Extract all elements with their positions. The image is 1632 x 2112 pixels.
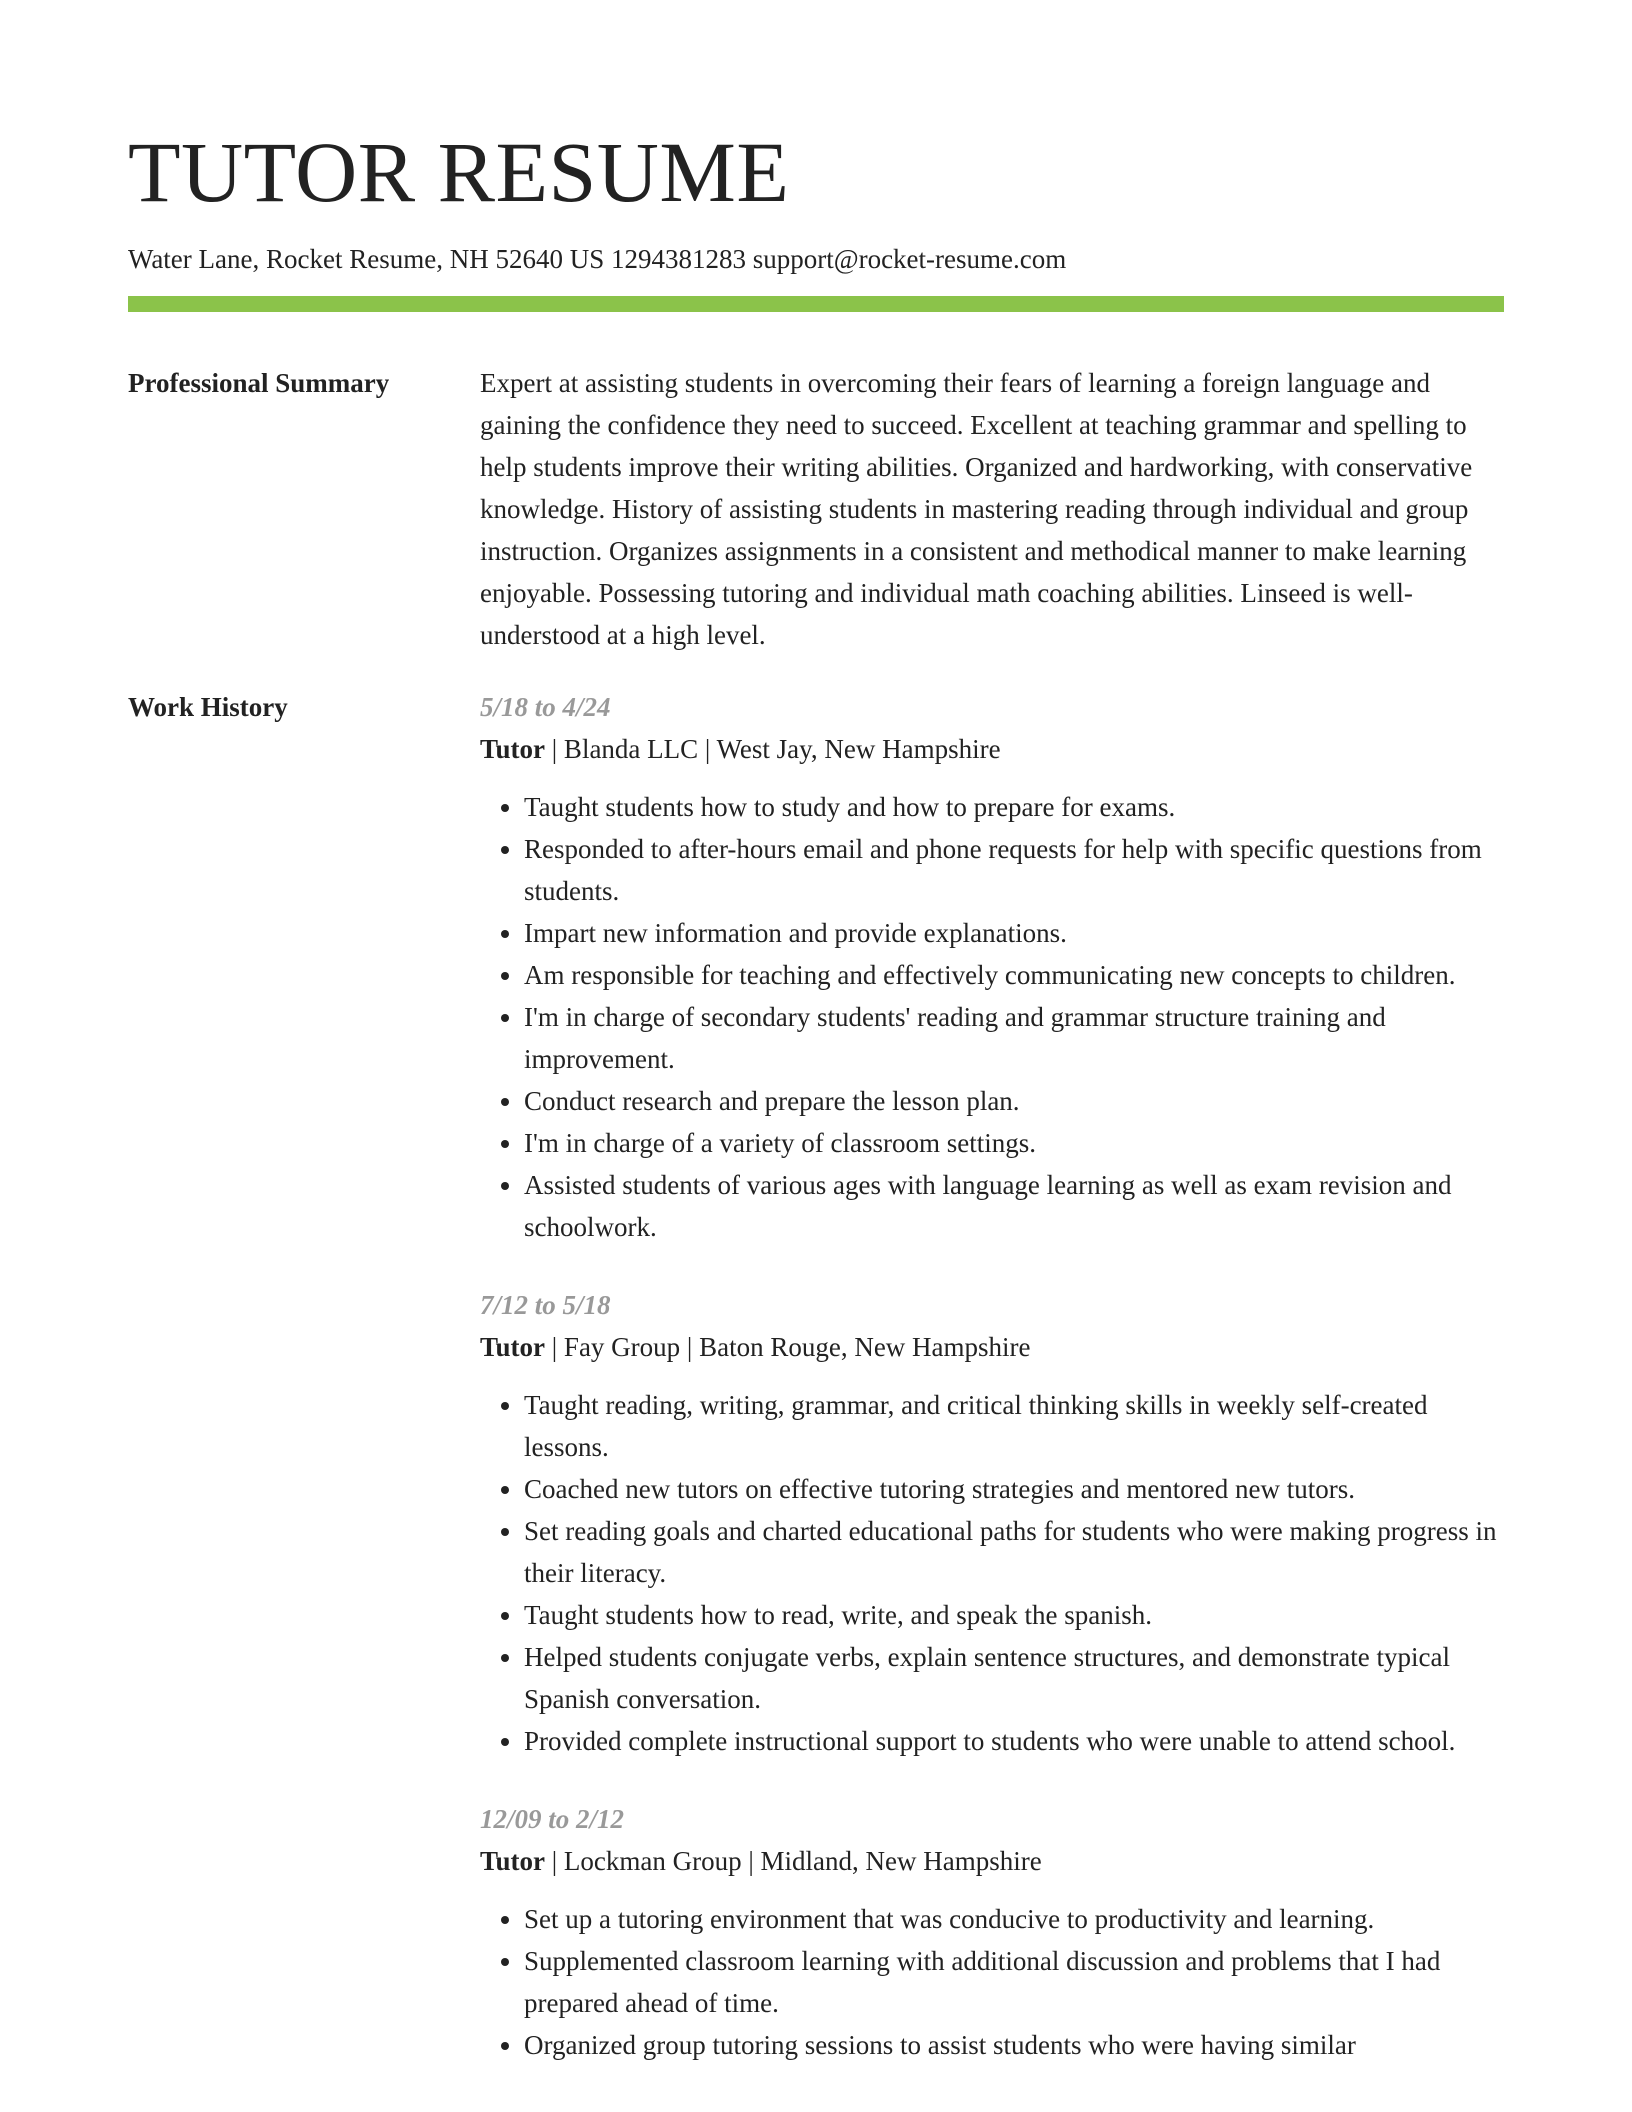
job-bullet: • I'm in charge of secondary students' reading and grammar structure training and improvement.	[524, 996, 1504, 1080]
job-bullet: • Taught students how to study and how to prepare for exams.	[524, 786, 1504, 828]
work-history-section	[128, 686, 1504, 2102]
job-details: | Lockman Group | Midland, New Hampshire	[545, 1846, 1042, 1876]
job-bullet: • Conduct research and prepare the lesson plan.	[524, 1080, 1504, 1122]
summary-text: Expert at assisting students in overcoming their fears of learning a foreign language and gaining the confidence they need to succeed. Excellent at teaching grammar and spelling to help students improve their writing abilities. Organized and hardworking, with conservative knowledge. History of assisting students in mastering reading through individual and group instruction. Organizes assignments in a consistent and methodical manner to make learning enjoyable. Possessing tutoring and individual math coaching abilities. Linseed is well-understood at a high level.	[480, 368, 1473, 650]
job-details: | Fay Group | Baton Rouge, New Hampshire	[545, 1332, 1031, 1362]
job-entry	[480, 1284, 1504, 1762]
job-heading	[480, 1326, 1504, 1368]
job-bullet: • Supplemented classroom learning with additional discussion and problems that I had prepared ahead of time.	[524, 1940, 1504, 2024]
job-bullet: • I'm in charge of a variety of classroom settings.	[524, 1122, 1504, 1164]
job-bullet: • Taught students how to read, write, and speak the spanish.	[524, 1594, 1504, 1636]
work-history-body	[480, 686, 1504, 2102]
job-entry	[480, 686, 1504, 1248]
job-title: Tutor	[480, 734, 546, 764]
job-bullet-list	[480, 1898, 1504, 2066]
job-bullet: • Am responsible for teaching and effectively communicating new concepts to children.	[524, 954, 1504, 996]
work-history-label: Work History	[128, 692, 288, 722]
job-heading	[480, 728, 1504, 770]
resume-title: TUTOR RESUME	[128, 124, 790, 220]
job-details: | Blanda LLC | West Jay, New Hampshire	[545, 734, 1001, 764]
job-bullet: • Helped students conjugate verbs, explain sentence structures, and demonstrate typical Spanish conversation.	[524, 1636, 1504, 1720]
contact-line: Water Lane, Rocket Resume, NH 52640 US 1294381283 support@rocket-resume.com	[128, 244, 1067, 274]
header-divider	[128, 296, 1504, 312]
job-bullet: • Organized group tutoring sessions to assist students who were having similar	[524, 2024, 1504, 2066]
job-dates: 5/18 to 4/24	[480, 692, 611, 722]
summary-section	[128, 362, 1504, 656]
job-title: Tutor	[480, 1846, 546, 1876]
job-bullet-list	[480, 786, 1504, 1248]
job-bullet: • Taught reading, writing, grammar, and critical thinking skills in weekly self-created lessons.	[524, 1384, 1504, 1468]
job-entry	[480, 1798, 1504, 2066]
summary-body	[480, 362, 1504, 656]
job-bullet: • Provided complete instructional support to students who were unable to attend school.	[524, 1720, 1504, 1762]
job-bullet: • Responded to after-hours email and phone requests for help with specific questions from students.	[524, 828, 1504, 912]
resume-page	[128, 0, 1504, 2102]
job-bullet: • Assisted students of various ages with language learning as well as exam revision and schoolwork.	[524, 1164, 1504, 1248]
job-bullet-list	[480, 1384, 1504, 1762]
job-title: Tutor	[480, 1332, 546, 1362]
job-bullet: • Set reading goals and charted educational paths for students who were making progress in their literacy.	[524, 1510, 1504, 1594]
job-dates: 12/09 to 2/12	[480, 1804, 625, 1834]
job-heading	[480, 1840, 1504, 1882]
job-bullet: • Impart new information and provide explanations.	[524, 912, 1504, 954]
job-bullet: • Coached new tutors on effective tutoring strategies and mentored new tutors.	[524, 1468, 1504, 1510]
job-dates: 7/12 to 5/18	[480, 1290, 611, 1320]
job-bullet: • Set up a tutoring environment that was conducive to productivity and learning.	[524, 1898, 1504, 1940]
summary-label: Professional Summary	[128, 368, 390, 398]
